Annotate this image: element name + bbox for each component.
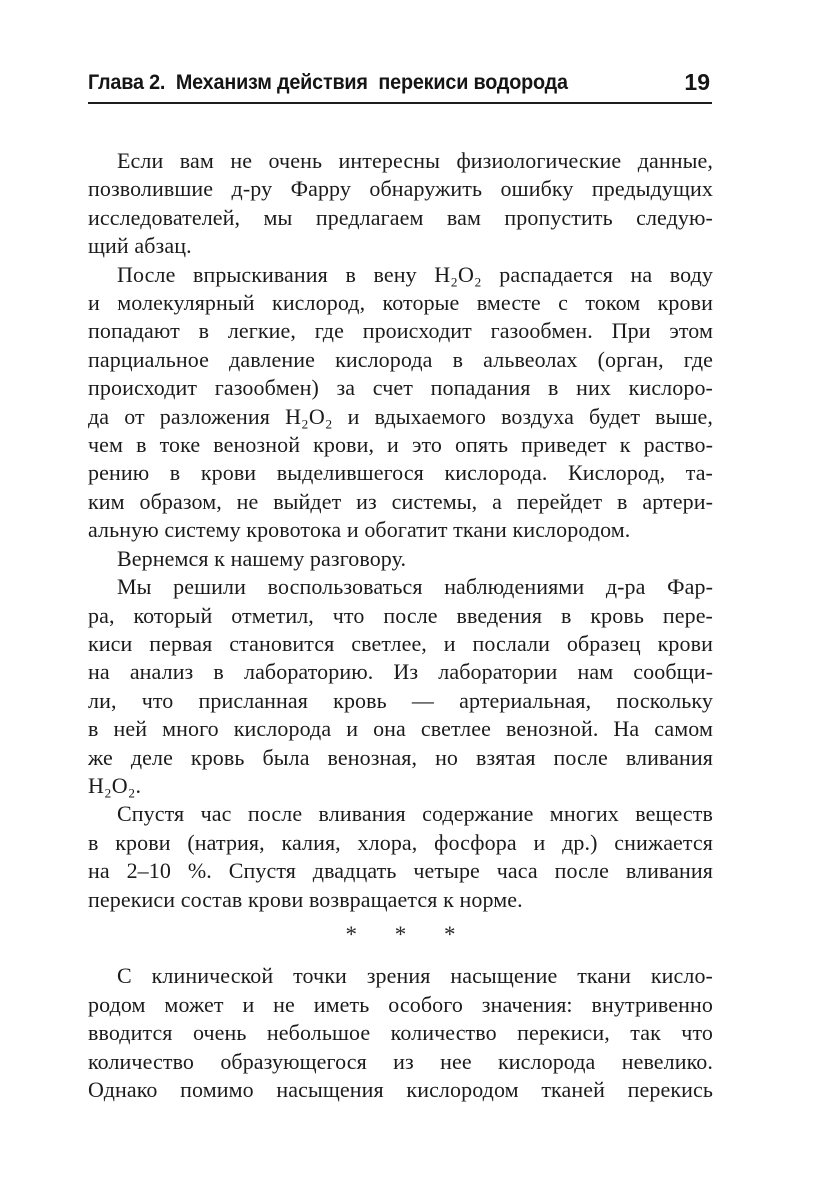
text-line: количество образующегося из нее кислорода невелико. [88,1048,713,1074]
text-line: происходит газообмен) за счет попадания в них кислоро- [88,375,713,401]
text-line: вводится очень небольшое количество перекиси, так что [88,1020,713,1046]
text-line: С клинической точки зрения насыщение ткани кисло- [117,963,713,989]
text-line: на анализ в лабораторию. Из лаборатории нам сообщи- [88,659,713,685]
page-body [88,147,713,1104]
page-number: 19 [684,69,710,95]
paragraph [88,545,713,573]
text-line: в ней много кислорода и она светлее венозной. На самом [88,716,713,742]
paragraph [88,800,713,914]
text-line: попадают в легкие, где происходит газообмен. При этом [88,318,713,344]
text-line: и молекулярный кислород, которые вместе с током крови [88,290,713,316]
text-line: в крови (натрия, калия, хлора, фосфора и др.) снижается [88,829,713,855]
text-line: Вернемся к нашему разговору. [117,545,407,571]
text-line: парциальное давление кислорода в альвеолах (орган, где [88,346,713,372]
paragraph [88,962,713,1104]
text-line: на 2–10 %. Спустя двадцать четыре часа после вливания [88,858,713,884]
page-header [88,70,712,100]
text-line: исследователей, мы предлагаем вам пропустить следую- [88,204,713,230]
text-line: ли, что присланная кровь — артериальная, поскольку [88,687,713,713]
text-line: же деле кровь была венозная, но взятая после вливания [88,744,713,770]
text-line: перекиси состав крови возвращается к норме. [88,886,523,912]
section-separator: * * * [345,921,456,947]
text-line: рению в крови выделившегося кислорода. Кислород, та- [88,460,713,486]
text-line: ра, который отметил, что после введения в кровь пере- [88,602,713,628]
text-line: киси первая становится светлее, и послали образец крови [88,630,713,656]
paragraph [88,573,713,800]
chapter-title: Глава 2. Механизм действия перекиси водорода [88,70,568,94]
header-rule [88,102,712,104]
text-line: родом может и не иметь особого значения: внутривенно [88,991,713,1017]
text-line: Спустя час после вливания содержание многих веществ [117,801,713,827]
text-line: чем в токе венозной крови, и это опять приведет к раство- [88,432,713,458]
paragraph [88,261,713,545]
text-line: После впрыскивания в вену H₂O₂ распадается на воду [117,261,713,287]
paragraph [88,147,713,261]
text-line: щий абзац. [88,233,192,259]
text-line: Однако помимо насыщения кислородом тканей перекись [88,1077,713,1102]
text-line: ким образом, не выйдет из системы, а перейдет в артери- [88,488,713,514]
text-line: позволившие д-ру Фарру обнаружить ошибку предыдущих [88,176,713,202]
text-line: да от разложения H₂O₂ и вдыхаемого воздуха будет выше, [88,403,713,429]
text-line: H₂O₂. [88,772,142,798]
text-line: Мы решили воспользоваться наблюдениями д-ра Фар- [117,574,713,600]
text-line: альную систему кровотока и обогатит ткани кислородом. [88,517,631,543]
text-line: Если вам не очень интересны физиологические данные, [117,148,713,173]
